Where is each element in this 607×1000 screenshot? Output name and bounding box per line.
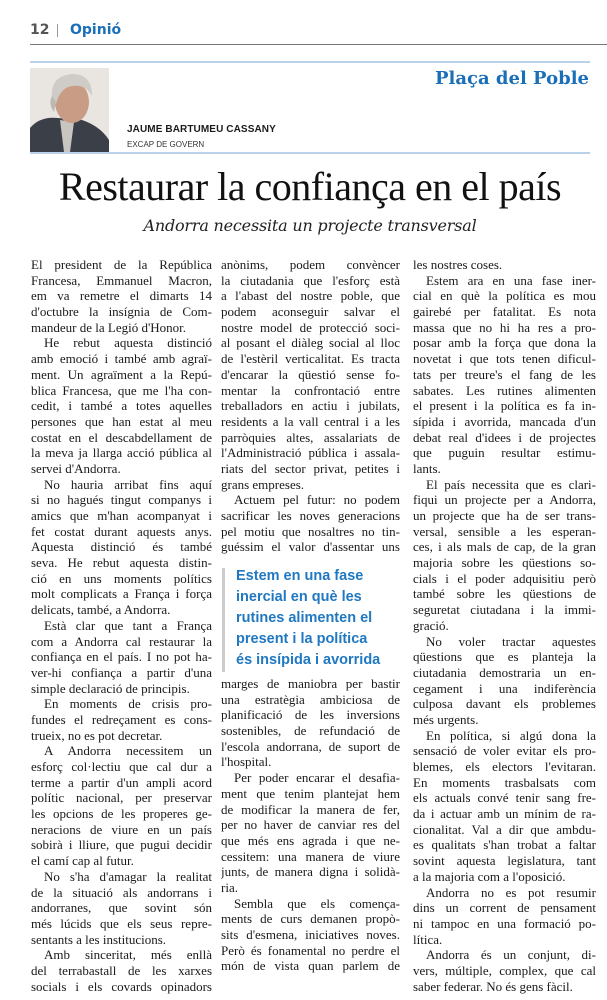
text-line: majoria sobre les qüestions so- xyxy=(413,555,596,571)
text-line: cegament i una indiferència xyxy=(413,680,596,696)
paragraph xyxy=(31,696,212,743)
author-role: EXCAP DE GOVERN xyxy=(127,140,205,149)
paragraph xyxy=(413,728,596,885)
text-line: simple declaració de principis. xyxy=(31,680,190,696)
text-line: ces, i als mals de cap, de la gran xyxy=(413,539,596,555)
text-line: més urgents. xyxy=(413,711,479,727)
paragraph xyxy=(31,947,212,994)
text-line: grans empreses. xyxy=(221,476,305,492)
paragraph xyxy=(413,477,596,634)
pull-quote-line: Estem en una fase xyxy=(236,568,364,584)
paragraph xyxy=(221,257,400,492)
text-line: sentants a les institucions. xyxy=(31,931,167,947)
pull-quote xyxy=(236,566,401,671)
text-line: a la majoria com a l'oposició. xyxy=(413,868,566,884)
text-line: Per poder encarar el desafia- xyxy=(234,770,400,786)
text-line: sacrificar les noves generacions xyxy=(221,508,400,523)
subheadline: Andorra necessita un projecte transversal xyxy=(143,216,477,235)
text-line: el present i la política es fa in- xyxy=(413,398,596,414)
text-line: cessitem: una manera de viure xyxy=(221,848,400,864)
pull-quote-line: és insípida i avorrida xyxy=(236,652,381,668)
author-name: JAUME BARTUMEU CASSANY xyxy=(127,124,276,135)
article-column-3 xyxy=(413,257,596,994)
text-line: vers, múltiple, complex, que cal xyxy=(413,962,596,978)
text-line: nostre model de protecció soci- xyxy=(221,319,400,335)
text-line: posar amb la força que dona la xyxy=(413,335,596,351)
text-line: amics que m'han acompanyat i xyxy=(31,508,212,523)
text-line: fiqui un projecte per a Andorra, xyxy=(413,492,596,508)
pull-quote-line: rutines alimenten el xyxy=(236,610,373,626)
text-line: versal, sensible a les esperan- xyxy=(413,523,596,539)
text-line: un projecte que ha de ser trans- xyxy=(413,508,596,523)
text-line: pel motiu que nosaltres no tin- xyxy=(221,523,400,539)
text-line: parròquies altes, assalariats de xyxy=(221,429,400,445)
header-divider xyxy=(57,24,58,37)
text-line: socials i els covards opinadors xyxy=(31,978,212,994)
text-line: Andorra no es pot resumir xyxy=(426,884,596,900)
text-line: junts, de manera digna i solidà- xyxy=(221,864,400,880)
paragraph xyxy=(31,477,212,618)
text-line: polític nacional, per preservar xyxy=(31,790,212,806)
text-line: Però és fonamental no perdre el xyxy=(221,942,400,958)
text-line: ció en uns moments polítics xyxy=(31,570,212,586)
text-line: Sembla que els comença- xyxy=(234,895,400,911)
text-line: No s'ha d'amagar la realitat xyxy=(44,868,212,884)
text-line: d'octubre la insígnia de Com- xyxy=(31,304,212,320)
paragraph xyxy=(413,273,596,477)
text-line: persones que han estat al meu xyxy=(31,413,212,429)
text-line: saber federar. No és gens fàcil. xyxy=(413,978,573,994)
paragraph xyxy=(413,257,596,273)
text-line: una estratègia ambiciosa de xyxy=(221,691,400,707)
text-line: seva. He rebut aquesta distin- xyxy=(31,555,212,571)
text-line: ment que tenim plantejat hem xyxy=(221,785,400,801)
text-line: cials i el poder adquisitiu però xyxy=(413,570,596,586)
text-line: dins un corrent de pensament xyxy=(413,900,596,916)
text-line: esforç col·lectiu que cal dur a xyxy=(31,759,212,774)
pull-quote-bar xyxy=(222,568,225,672)
column-top-rule xyxy=(30,61,590,63)
text-line: El país necessita que es clari- xyxy=(426,476,596,492)
text-line: marges de maniobra per bastir xyxy=(221,676,400,691)
text-line: de l'estèril verticalitat. Es tracta xyxy=(221,351,400,367)
text-line: lants. xyxy=(413,460,441,476)
paragraph xyxy=(221,676,400,770)
text-line: a l'abast del nostre poble, que xyxy=(221,288,400,304)
text-line: també sobre les qüestions de xyxy=(413,586,596,602)
text-line: del terrabastall de les xarxes xyxy=(31,962,212,978)
text-line: cedit, i també a totes aquelles xyxy=(31,398,212,414)
text-line: per no haver de canviar res del xyxy=(221,817,400,833)
section-label: Opinió xyxy=(70,22,122,38)
text-line: tats per treure's el fang de les xyxy=(413,366,596,382)
text-line: mandeur de la Legió d'Honor. xyxy=(31,319,187,335)
text-line: fundes el redreçament es cons- xyxy=(31,711,212,727)
text-line: costat en el descabdellament de xyxy=(31,429,212,445)
paragraph xyxy=(413,885,596,948)
text-line: Estem ara en una fase iner- xyxy=(426,272,596,288)
text-line: seguretat ciutadana i la immi- xyxy=(413,602,596,618)
text-line: molt complicats a França i força xyxy=(31,586,212,602)
text-line: blemes, els electors l'evitaran. xyxy=(413,759,596,774)
text-line: En moments trasbalsats com xyxy=(413,774,596,790)
text-line: da i actuar amb un mínim de ra- xyxy=(413,806,596,822)
text-line: A Andorra necessitem un xyxy=(44,743,212,759)
text-line: debat real d'idees i de projectes xyxy=(413,429,596,445)
text-line: ni tampoc en una formació po- xyxy=(413,915,596,931)
text-line: anònims, podem convèncer xyxy=(221,257,400,272)
text-line: ments de curs demanen propò- xyxy=(221,911,400,927)
text-line: guéssim el valor d'assentar uns xyxy=(221,539,400,555)
text-line: sits d'esmena, iniciatives noves. xyxy=(221,927,400,942)
text-line: podem aconseguir salvar el xyxy=(221,304,400,320)
text-line: cionalitat. Val a dir que ambdu- xyxy=(413,821,596,837)
paragraph xyxy=(413,947,596,994)
text-line: culposa davant els problemes xyxy=(413,696,596,712)
text-line: neracions de viure en un país xyxy=(31,821,212,837)
text-line: En moments de crisis pro- xyxy=(44,696,212,712)
text-line: sovint aquesta legislatura, tant xyxy=(413,853,596,869)
text-line: l'hospital. xyxy=(221,754,272,770)
text-line: els actuals convé tenir sang fre- xyxy=(413,790,596,806)
text-line: servei d'Andorra. xyxy=(31,460,121,476)
page-number: 12 xyxy=(30,22,50,38)
text-line: em va remetre el dimarts 14 xyxy=(31,288,212,304)
text-line: En política, si algú dona la xyxy=(426,727,596,743)
text-line: Aquesta distinció és també xyxy=(31,539,212,555)
text-line: Andorra és un conjunt, di- xyxy=(426,947,596,963)
text-line: cial en què la política es mou xyxy=(413,288,596,304)
text-line: residents a la vall central i a les xyxy=(221,413,400,429)
text-line: planificació de les inversions xyxy=(221,707,400,723)
text-line: sípida i avorrida, mancada d'un xyxy=(413,413,596,429)
text-line: sostenibles, de refundació de xyxy=(221,723,400,739)
text-line: No voler tractar aquestes xyxy=(426,633,596,649)
text-line: el camí cap al futur. xyxy=(31,853,134,869)
text-line: ver-hi confiança a partir d'una xyxy=(31,664,212,680)
text-line: blica Francesa, que me l'ha con- xyxy=(31,382,212,398)
text-line: novetat i que tots tenen dificul- xyxy=(413,351,596,367)
text-line: massa que no hi ha res a pro- xyxy=(413,319,596,335)
text-line: l'Administració pública i assala- xyxy=(221,445,400,461)
paragraph xyxy=(31,743,212,869)
text-line: ria. xyxy=(221,879,238,895)
pull-quote-line: inercial en què les xyxy=(236,589,362,605)
text-line: sabates. Les rutines alimenten xyxy=(413,382,596,398)
column-title: Plaça del Poble xyxy=(434,68,589,89)
text-line: sobirà i lliure, que pugui decidir xyxy=(31,837,212,853)
text-line: ment. Un agraïment a la Repú- xyxy=(31,366,212,382)
text-line: l'escola andorrana, de suport de xyxy=(221,738,400,754)
paragraph xyxy=(31,869,212,947)
text-line: la ciutadania que l'esforç està xyxy=(221,272,400,288)
text-line: trueix, no es pot decretar. xyxy=(31,727,163,743)
text-line: de la situació als andorrans i xyxy=(31,884,212,900)
text-line: confiança en el país. I no pot ha- xyxy=(31,649,212,665)
text-line: treballadors en actiu i jubilats, xyxy=(221,398,400,414)
text-line: si no hagués tingut companys i xyxy=(31,492,212,508)
article-column-2-bottom xyxy=(221,676,400,974)
paragraph xyxy=(31,335,212,476)
text-line: sensació de voler evitar els pro- xyxy=(413,743,596,759)
text-line: com a Andorra cal restaurar la xyxy=(31,633,212,649)
paragraph xyxy=(221,492,400,555)
text-line: delicats, també, a Andorra. xyxy=(31,602,171,618)
article-column-2-top xyxy=(221,257,400,555)
text-line: més lúcids que els seus repre- xyxy=(31,915,212,931)
text-line: Francesa, Emmanuel Macron, xyxy=(31,272,212,288)
text-line: amb emoció i també amb agraï- xyxy=(31,351,212,367)
article-column-1 xyxy=(31,257,212,994)
paragraph xyxy=(413,634,596,728)
text-line: món de vista quan parlem de xyxy=(221,958,400,974)
paragraph xyxy=(221,896,400,974)
text-line: terme a partir d'un ampli acord xyxy=(31,774,212,790)
text-line: que puguin resultar estimu- xyxy=(413,445,596,461)
text-line: gairebé per fatalitat. Es nota xyxy=(413,304,596,320)
text-line: gració. xyxy=(413,617,449,633)
paragraph xyxy=(31,618,212,696)
text-line: riats del sector privat, petites i xyxy=(221,460,400,476)
text-line: d'encarar la qüestió sense fo- xyxy=(221,366,400,382)
text-line: andorranes, que sovint són xyxy=(31,900,212,916)
text-line: qüestions que es planteja la xyxy=(413,649,596,665)
headline: Restaurar la confiança en el país xyxy=(58,164,562,209)
text-line: la meva ja llarga acció pública al xyxy=(31,445,212,461)
text-line: les opcions de les properes ge- xyxy=(31,806,212,822)
text-line: No hauria arribat fins aquí xyxy=(44,476,212,492)
text-line: fet costat durant aquests anys. xyxy=(31,523,212,539)
text-line: El president de la República xyxy=(31,257,212,272)
text-line: Amb sinceritat, més enllà xyxy=(44,947,212,963)
text-line: de modificar la manera de fer, xyxy=(221,801,400,817)
column-bottom-rule xyxy=(30,152,590,154)
text-line: Està clar que tant a França xyxy=(44,617,212,633)
header-rule xyxy=(30,44,607,45)
text-line: les nostres coses. xyxy=(413,257,503,272)
paragraph xyxy=(31,257,212,335)
pull-quote-line: present i la política xyxy=(236,631,368,647)
text-line: Actuem pel futur: no podem xyxy=(234,492,400,508)
author-photo xyxy=(30,68,109,152)
paragraph xyxy=(221,770,400,896)
text-line: lítica. xyxy=(413,931,443,947)
text-line: es qualitats s'han trobat a faltar xyxy=(413,837,596,853)
text-line: He rebut aquesta distinció xyxy=(44,335,212,351)
text-line: mentar la confrontació entre xyxy=(221,382,400,398)
text-line: al posant el diàleg social al lloc xyxy=(221,335,400,351)
text-line: ciutadania demostraria un en- xyxy=(413,664,596,680)
text-line: que més ens agrada i que ne- xyxy=(221,832,400,848)
